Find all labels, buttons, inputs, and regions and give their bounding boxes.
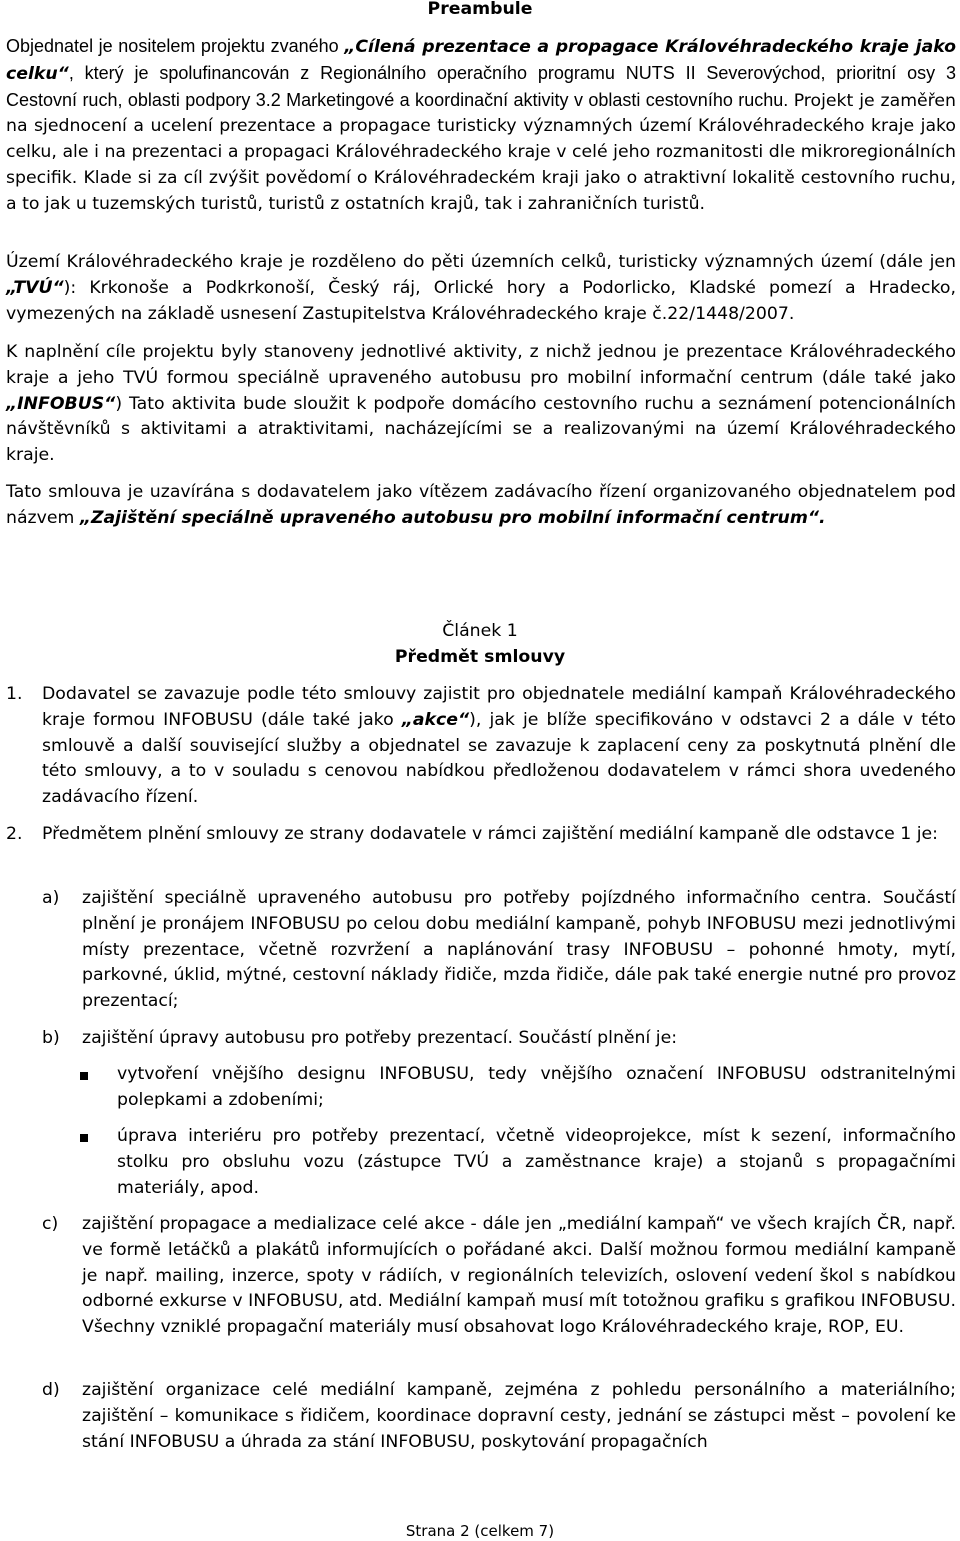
project-name: „Cílená prezentace a propagace Královéhradeckého kraje jako celku“ (6, 37, 956, 84)
preamble-paragraph-4 (6, 480, 956, 532)
square-bullet-icon (80, 1134, 88, 1142)
square-bullet-icon (80, 1072, 88, 1080)
item-2-number: 2. (6, 824, 23, 844)
sub-d-text: zajištění organizace celé mediální kampaně, zejména z pohledu personálního a materiálního; zajištění – komunikace s řidičem, koordinace dopravní cesty, jednání se zástupci měst – povolení ke stání INFOBUSU a úhrada za stání INFOBUSU, poskytování propagačních (82, 1380, 956, 1452)
infobus-abbreviation: „INFOBUS“ (6, 393, 116, 414)
paragraph-text: Tato smlouva je uzavírána s dodavatelem jako vítězem zadávacího řízení organizovaného objednatelem pod názvem (6, 482, 956, 528)
bullet-item: vytvoření vnějšího designu INFOBUSU, tedy vnějšího označení INFOBUSU odstranitelnými polepkami a zdobeními; (117, 1064, 956, 1110)
preamble-paragraph-2 (6, 250, 956, 327)
preamble-intro-rest: , který je spolufinancován z Regionálního operačního programu NUTS II Severovýchod, prioritní osy 3 Cestovní ruch, oblasti podpory 3.2 Marketingové a koordinační aktivity v oblasti cestovního ruchu. (6, 62, 956, 110)
page-footer: Strana 2 (celkem 7) (405, 1522, 555, 1540)
akce-abbreviation: „akce“ (401, 709, 470, 730)
sub-b-label: b) (42, 1028, 60, 1048)
tvu-abbreviation: „TVÚ“ (6, 277, 64, 298)
preamble-title: Preambule (427, 0, 533, 19)
sub-a-label: a) (42, 888, 60, 908)
sub-b-text: zajištění úpravy autobusu pro potřeby prezentací. Součástí plnění je: (82, 1028, 678, 1048)
item-text: ), jak je blíže specifikováno v odstavci 2 a dále v této smlouvě a další související služby a objednatel se zavazuje k zaplacení ceny za poskytnutá plnění dle této smlouvy, a to v souladu s cenovou nabídkou předloženou dodavatelem v rámci shora uvedeného zadávacího řízení. (42, 709, 956, 808)
sub-a-text: zajištění speciálně upraveného autobusu pro potřeby pojízdného informačního centra. Součástí plnění je pronájem INFOBUSU po celou dobu mediální kampaně, pohyb INFOBUSU mezi jednotlivými místy prezentace, včetně rozvržení a naplánování trasy INFOBUSU – pohonné hmoty, mytí, parkovné, úklid, mýtné, cestovní náklady řidiče, mzda řidiče, dále pak také energie nutné pro provoz prezentací; (82, 888, 956, 1012)
article-number: Článek 1 (442, 621, 518, 641)
paragraph-text: K naplnění cíle projektu byly stanoveny jednotlivé aktivity, z nichž jednou je prezentace Královéhradeckého kraje a jeho TVÚ formou speciálně upraveného autobusu pro mobilní informační centrum (dále také jako (6, 342, 956, 388)
sub-c-label: c) (42, 1214, 59, 1234)
paragraph-text: ): Krkonoše a Podkrkonoší, Český ráj, Orlické hory a Podorlicko, Kladské pomezí a Hradecko, vymezených na základě usnesení Zastupitelstva Královéhradeckého kraje č.22/1448/2007. (6, 277, 956, 324)
paragraph-text: ) Tato aktivita bude sloužit k podpoře domácího cestovního ruchu a seznámení potencionálních návštěvníků s aktivitami a atraktivitami, nacházejícími se a realizovanými na území Královéhradeckého kraje. (6, 393, 956, 466)
item-1-number: 1. (6, 684, 23, 704)
sub-d-label: d) (42, 1380, 60, 1400)
sub-c-text: zajištění propagace a medializace celé akce - dále jen „mediální kampaň“ ve všech krajích ČR, např. ve formě letáčků a plakátů informujících o pořádané akci. Další možnou formou mediální kampaně je např. mailing, inzerce, spoty v rádiích, v regionálních televizích, oslovení vedení škol s nabídkou odborné exkurse v INFOBUSU, atd. Mediální kampaň musí mít totožnou grafiku s grafikou INFOBUSU. Všechny vzniklé propagační materiály musí obsahovat logo Královéhradeckého kraje, ROP, EU. (82, 1214, 956, 1338)
item-2-text: Předmětem plnění smlouvy ze strany dodavatele v rámci zajištění mediální kampaně dle odstavce 1 je: (42, 824, 938, 844)
item-text: Dodavatel se zavazuje podle této smlouvy zajistit pro objednatele mediální kampaň Královéhradeckého kraje formou INFOBUSU (dále také jako (42, 684, 956, 730)
preamble-paragraph-3 (6, 340, 956, 469)
preamble-paragraph-1 (6, 34, 956, 218)
preamble-intro: Objednatel je nositelem projektu zvaného (6, 36, 345, 56)
article-title: Předmět smlouvy (394, 647, 566, 667)
bullet-item: úprava interiéru pro potřeby prezentací, včetně videoprojekce, míst k sezení, informačního stolku pro obsluhu vozu (zástupce TVÚ a zaměstnance kraje) a stojanů s propagačními materiály, apod. (117, 1126, 956, 1198)
paragraph-text: Území Královéhradeckého kraje je rozděleno do pěti územních celků, turisticky významných území (dále jen (6, 252, 956, 272)
item-1-text (42, 682, 956, 811)
tender-title: „Zajištění speciálně upraveného autobusu pro mobilní informační centrum“. (79, 507, 826, 528)
preamble-project-aim: Projekt je zaměřen na sjednocení a ucelení prezentace a propagace turisticky významných území Královéhradeckého kraje jako celku, ale i na prezentaci a propagaci Královéhradeckého kraje v celé jeho rozmanitosti dle mikroregionálních specifik. Klade si za cíl zvýšit povědomí o Královéhradeckém kraji jako o atraktivní lokalitě cestovního ruchu, a to jak u tuzemských turistů, turistů z ostatních krajů, tak i zahraničních turistů. (6, 90, 956, 214)
